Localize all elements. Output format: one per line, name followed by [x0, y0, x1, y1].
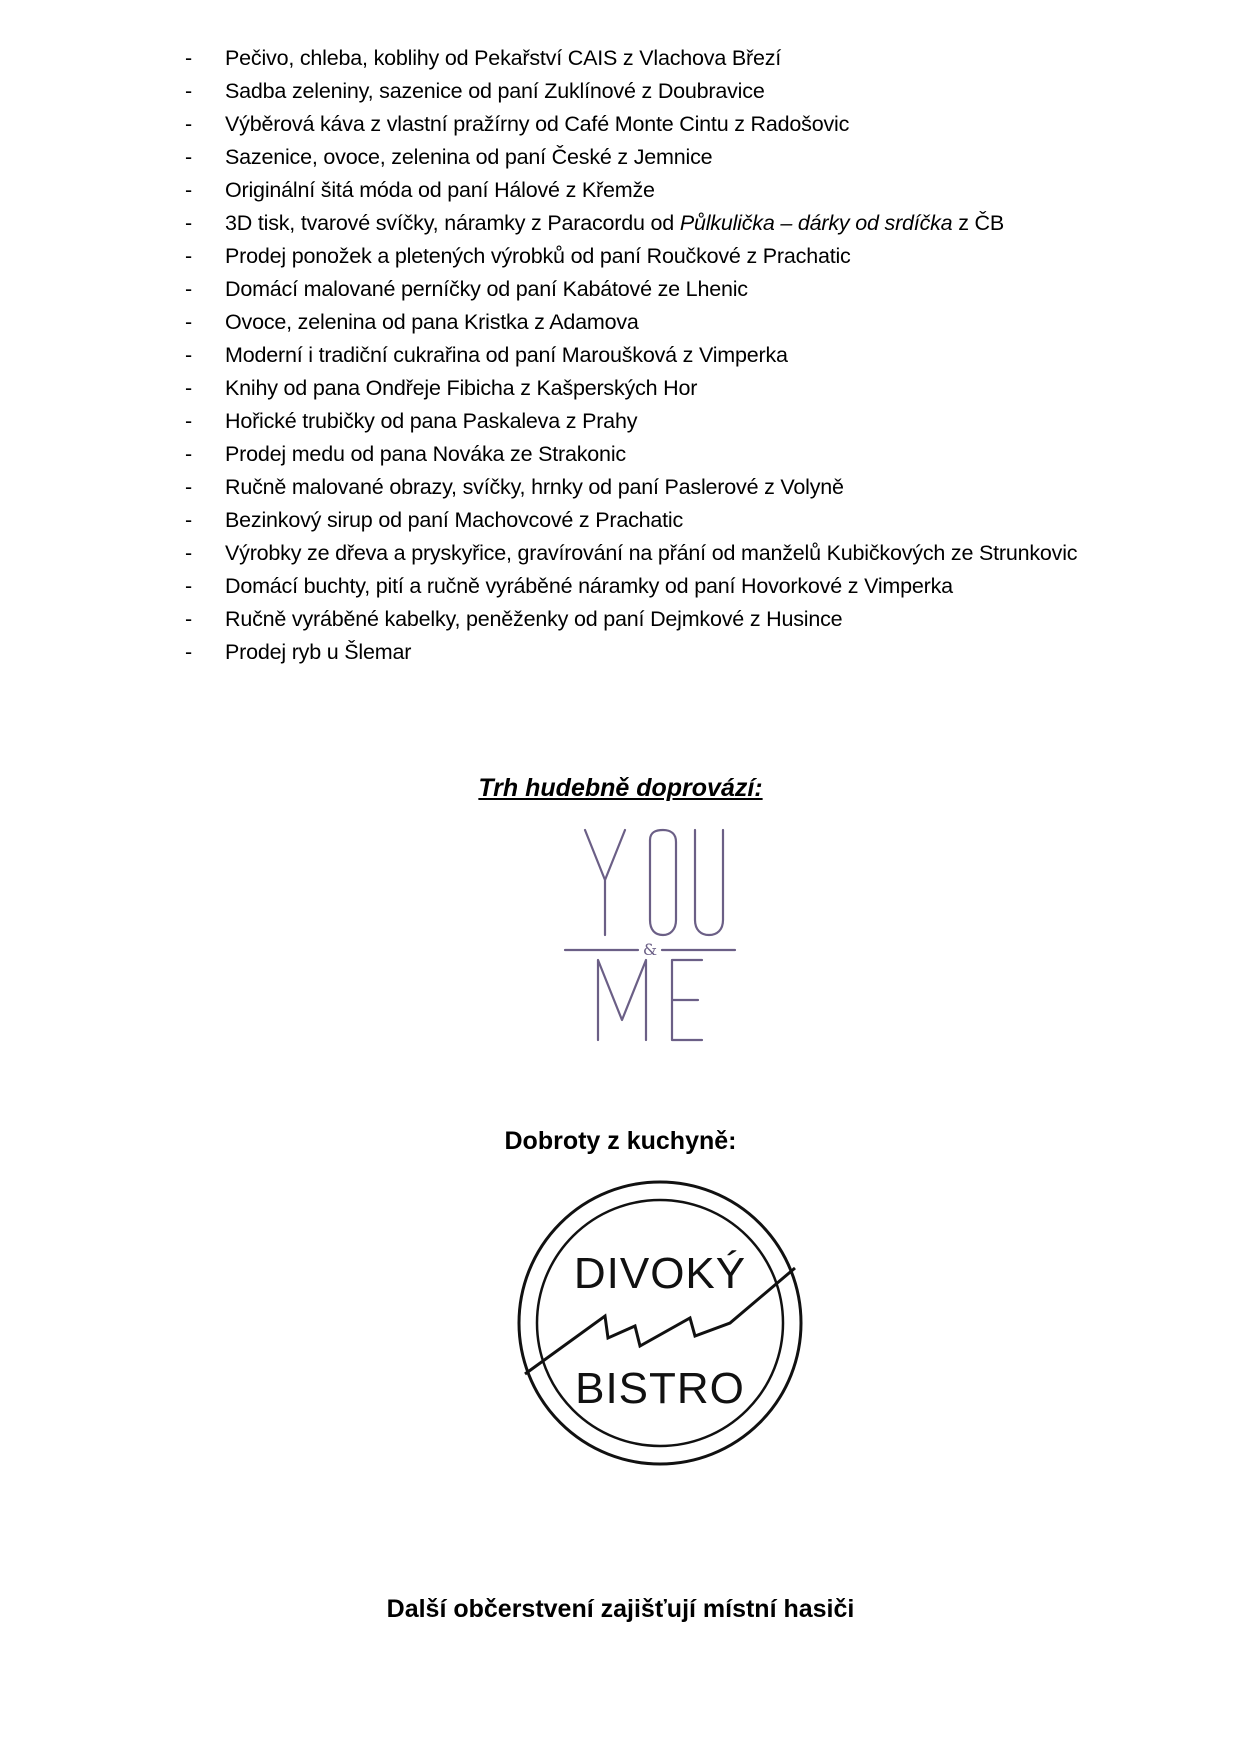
list-item-text: 3D tisk, tvarové svíčky, náramky z Paracordu od [225, 211, 680, 235]
divoky-bistro-logo [515, 1178, 805, 1468]
list-item: - Ručně vyráběné kabelky, peněženky od paní Dejmkové z Husince [185, 603, 1085, 636]
logo-top-text: DIVOKÝ [573, 1249, 747, 1298]
list-item: - Originální šitá móda od paní Hálové z Křemže [185, 174, 1085, 207]
footer-note: Další občerstvení zajišťují místní hasiči [386, 1595, 855, 1623]
list-item: - Pečivo, chleba, koblihy od Pekařství CAIS z Vlachova Březí [185, 42, 1085, 75]
kitchen-heading: Dobroty z kuchyně: [504, 1127, 737, 1155]
list-item: - Bezinkový sirup od paní Machovcové z Prachatic [185, 504, 1085, 537]
you-and-me-logo [560, 820, 740, 1050]
music-heading [0, 774, 1241, 803]
list-item: - Domácí buchty, pití a ručně vyráběné náramky od paní Hovorkové z Vimperka [185, 570, 1085, 603]
list-item [185, 207, 1085, 240]
logo-ampersand: & [642, 940, 658, 959]
list-item: - Prodej medu od pana Nováka ze Strakonic [185, 438, 1085, 471]
list-item: - Knihy od pana Ondřeje Fibicha z Kašperských Hor [185, 372, 1085, 405]
music-heading-text: Trh hudebně doprovází: [478, 774, 763, 802]
list-item: - Ručně malované obrazy, svíčky, hrnky od paní Paslerové z Volyně [185, 471, 1085, 504]
list-item: - Hořické trubičky od pana Paskaleva z Prahy [185, 405, 1085, 438]
list-item: - Výrobky ze dřeva a pryskyřice, gravírování na přání od manželů Kubičkových ze Strunkovic [185, 537, 1085, 570]
list-item-italic: Půlkulička – dárky od srdíčka [679, 211, 953, 235]
list-item-text: z ČB [952, 211, 1005, 235]
list-item: - Výběrová káva z vlastní pražírny od Café Monte Cintu z Radošovic [185, 108, 1085, 141]
vendor-list [185, 42, 1085, 669]
logo-bottom-text: BISTRO [575, 1364, 745, 1413]
list-item: - Prodej ponožek a pletených výrobků od paní Roučkové z Prachatic [185, 240, 1085, 273]
list-item: - Moderní i tradiční cukrařina od paní Maroušková z Vimperka [185, 339, 1085, 372]
list-item: - Sadba zeleniny, sazenice od paní Zuklínové z Doubravice [185, 75, 1085, 108]
list-item: - Sazenice, ovoce, zelenina od paní České z Jemnice [185, 141, 1085, 174]
list-item: - Ovoce, zelenina od pana Kristka z Adamova [185, 306, 1085, 339]
list-item: - Prodej ryb u Šlemar [185, 636, 1085, 669]
list-item: - Domácí malované perníčky od paní Kabátové ze Lhenic [185, 273, 1085, 306]
